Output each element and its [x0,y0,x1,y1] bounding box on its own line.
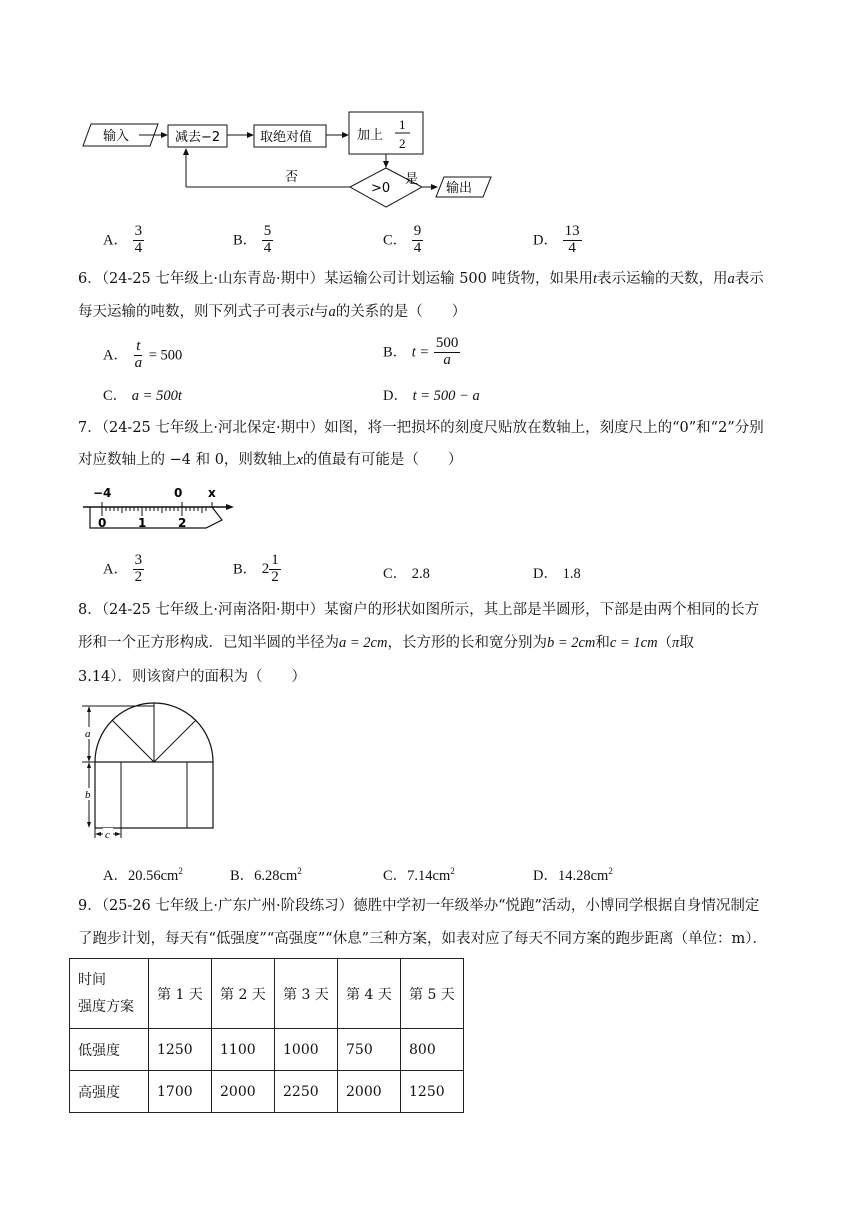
q8-stem-line3: 3.14）．则该窗户的面积为（ ） [78,669,307,685]
axis-label-minus4: −4 [93,486,112,500]
q9-stem-line1: 9．（25-26 七年级上·广东广州·阶段练习）德胜中学初一年级举办“悦跑”活动，小博同学根据自身情况制定 [78,898,760,914]
table-cell: 1250 [401,1071,464,1113]
table-cell: 2250 [275,1071,338,1113]
q6-option-c[interactable]: C． a = 500t [103,388,182,404]
table-header-day5: 第 5 天 [401,959,464,1029]
dim-label-b: b [85,789,91,801]
q8-option-b[interactable]: B．$6.28cm^2$ [230,866,302,884]
q7-option-c[interactable]: C． 2.8 [383,566,430,582]
q8-option-d[interactable]: D．$14.28cm^2$ [533,866,613,884]
distance-table [69,958,464,1113]
window-figure [78,698,228,843]
q8-option-c[interactable]: C．$7.14cm^2$ [383,866,455,884]
ruler-figure [78,480,248,540]
table-header-day2: 第 2 天 [212,959,275,1029]
flow-add-den: 2 [399,136,406,151]
table-cell: 1250 [149,1029,212,1071]
table-header-day4: 第 4 天 [338,959,401,1029]
table-cell: 2000 [212,1071,275,1113]
table-cell: 1100 [212,1029,275,1071]
q7-option-a[interactable]: A． $\frac{3}{2}$ [103,552,143,585]
table-cell: 1000 [275,1029,338,1071]
flow-input-text: 输入 [103,129,130,144]
q7-option-d[interactable]: D． 1.8 [533,566,581,582]
q6-option-b[interactable]: B． t = $\frac{500}{a}$ [383,335,459,368]
dim-label-c: c [105,829,110,841]
flow-add-text: 加上 [357,128,384,143]
q5-option-a[interactable]: A． $\frac{3}{4}$ [103,223,143,256]
table-corner-cell: 时间 强度方案 [70,959,149,1029]
flowchart [0,0,868,215]
table-cell: 2000 [338,1071,401,1113]
q6-stem-line1: 6．（24-25 七年级上·山东青岛·期中）某运输公司计划运输 500 吨货物，如果用t表示运输的天数，用a表示 [78,271,764,287]
q8-stem-line2: 形和一个正方形构成．已知半圆的半径为a = 2cm，长方形的长和宽分别为b = 2cm和c = 1cm（π取 [78,635,694,651]
table-row [70,1029,464,1071]
flow-add-num: 1 [399,117,406,132]
table-row [70,1071,464,1113]
q5-option-d[interactable]: D． $\frac{13}{4}$ [533,223,580,256]
table-header-row [70,959,464,1029]
q6-stem-line2: 每天运输的吨数，则下列式子可表示t与a的关系的是（ ） [78,304,467,320]
window-lower-rect [95,762,213,828]
flow-output-text: 输出 [446,181,473,196]
flow-condition-text: >0 [371,181,391,196]
q7-stem-line2: 对应数轴上的 −4 和 0，则数轴上x的值最有可能是（ ） [78,452,463,468]
table-cell: 750 [338,1029,401,1071]
ruler-label-1: 1 [138,516,147,530]
ruler-label-2: 2 [178,516,187,530]
table-cell: 800 [401,1029,464,1071]
axis-label-x: x [208,486,216,500]
table-header-day1: 第 1 天 [149,959,212,1029]
q7-stem-line1: 7．（24-25 七年级上·河北保定·期中）如图，将一把损坏的刻度尺贴放在数轴上，刻度尺上的“0”和“2”分别 [78,420,764,436]
q6-option-a[interactable]: A． $\frac{t}{a}$ = 500 [103,338,183,371]
axis-label-0: 0 [174,486,183,500]
ruler-ticks [102,507,206,516]
table-row-label: 低强度 [70,1029,149,1071]
flow-subtract-text: 减去−2 [175,130,221,145]
q5-option-b[interactable]: B． $\frac{5}{4}$ [233,223,272,256]
table-row-label: 高强度 [70,1071,149,1113]
flow-abs-text: 取绝对值 [260,130,313,145]
table-cell: 1700 [149,1071,212,1113]
flow-yes-label: 是 [405,172,419,187]
dim-label-a: a [85,728,91,740]
q5-option-c[interactable]: C． $\frac{9}{4}$ [383,223,422,256]
ruler-label-0: 0 [98,516,107,530]
q9-stem-line2: 了跑步计划，每天有“低强度”“高强度”“休息”三种方案，如表对应了每天不同方案的跑步距离（单位：m）． [78,931,767,947]
q8-stem-line1: 8．（24-25 七年级上·河南洛阳·期中）某窗户的形状如图所示，其上部是半圆形，下部是由两个相同的长方 [78,602,760,618]
table-header-day3: 第 3 天 [275,959,338,1029]
axis-arrow [226,504,234,510]
flow-no-label: 否 [285,170,299,185]
q6-option-d[interactable]: D． t = 500 − a [383,388,480,404]
q7-option-b[interactable]: B． 2 $\frac{1}{2}$ [233,552,279,585]
q8-option-a[interactable]: A．$20.56cm^2$ [103,866,183,884]
